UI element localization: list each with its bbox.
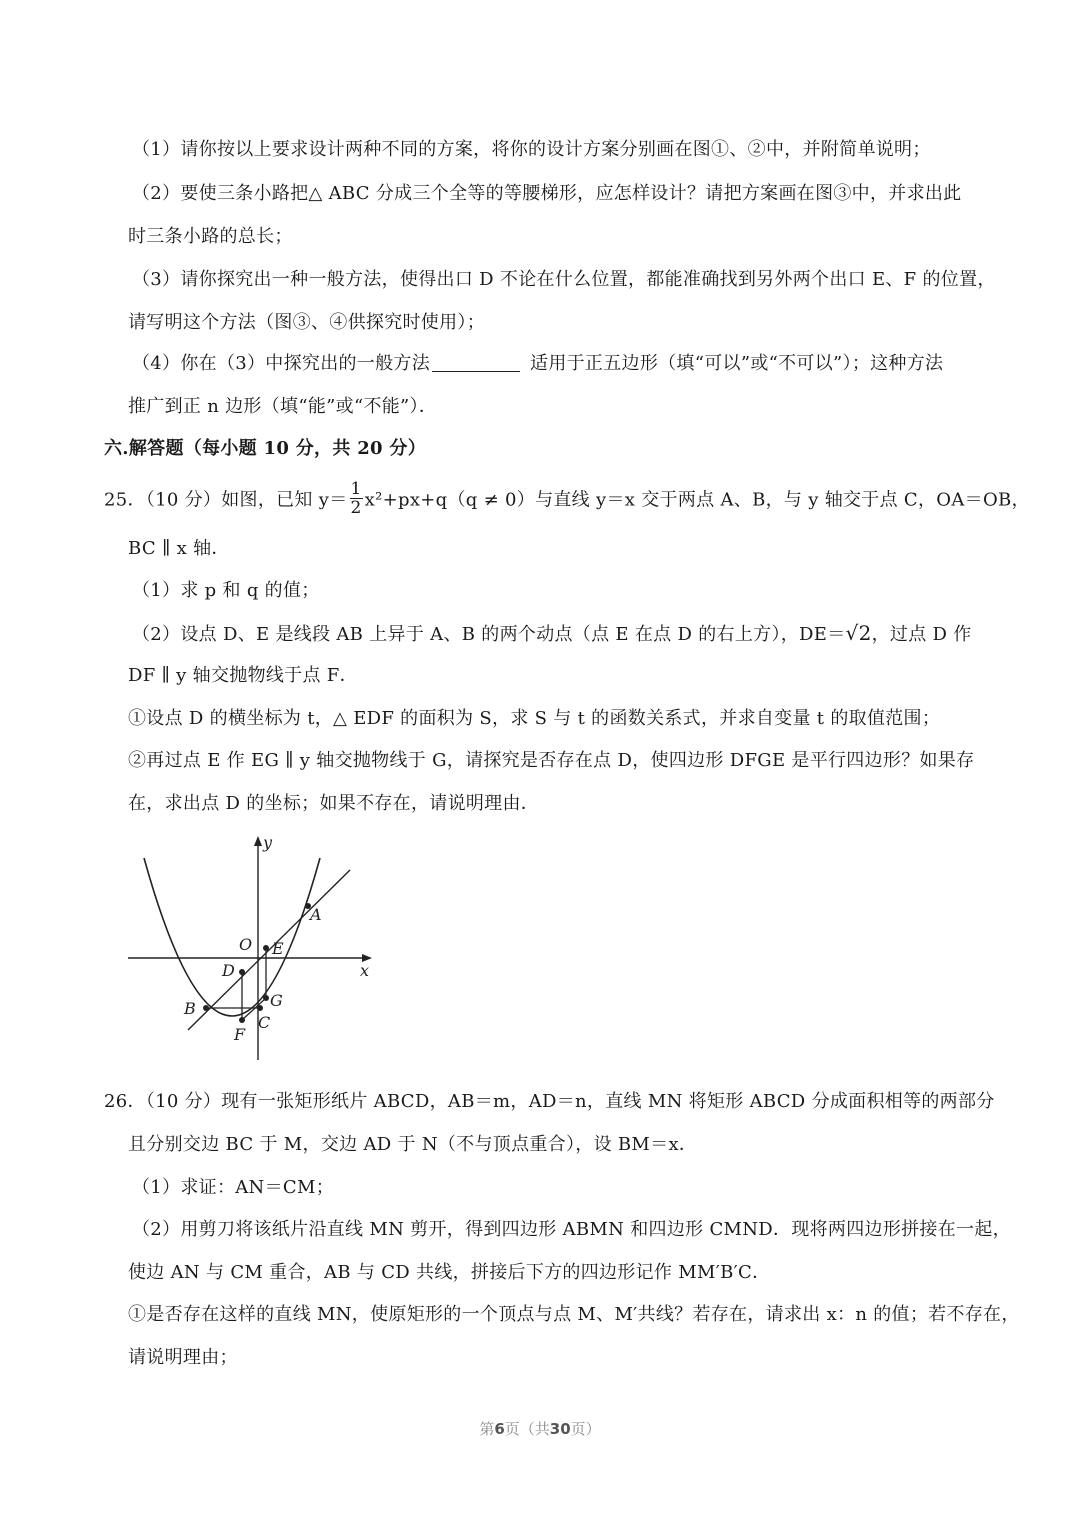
- q25-intro-line2: BC ∥ x 轴．: [128, 538, 230, 559]
- fraction-denominator: 2: [350, 498, 362, 518]
- label-e: E: [272, 939, 284, 958]
- q26-sub1-line2: 请说明理由；: [128, 1347, 238, 1368]
- footer-prefix: 第: [479, 1420, 495, 1438]
- point-e: [263, 945, 269, 951]
- sqrt-two: √2: [845, 621, 872, 645]
- q24-part2-line1: （2）要使三条小路把△ ABC 分成三个全等的等腰梯形，应怎样设计？请把方案画在图③中，并求出此: [132, 183, 962, 204]
- label-c: C: [258, 1013, 271, 1032]
- q25-sub1: ①设点 D 的横坐标为 t，△ EDF 的面积为 S，求 S 与 t 的函数关系式，并求自变量 t 的取值范围；: [128, 708, 941, 729]
- q26-part1: （1）求证：AN＝CM；: [132, 1177, 335, 1198]
- parabola-curve: [144, 858, 320, 1016]
- footer-suffix: 页）: [570, 1420, 601, 1438]
- label-x-axis: x: [360, 961, 370, 980]
- footer-middle: 页（共: [504, 1420, 550, 1438]
- q24-part1: （1）请你按以上要求设计两种不同的方案，将你的设计方案分别画在图①、②中，并附简单说明；: [132, 139, 931, 160]
- q25-part2-b: ，过点 D 作: [871, 624, 972, 645]
- label-y-axis: y: [263, 833, 273, 852]
- q25-part2-line2: DF ∥ y 轴交抛物线于点 F．: [128, 665, 358, 686]
- q26-line2: 且分别交边 BC 于 M，交边 AD 于 N（不与顶点重合），设 BM＝x．: [128, 1134, 698, 1155]
- q24-part4-after-blank: 适用于正五边形（填“可以”或“不可以”）；这种方法: [530, 353, 944, 374]
- page-footer: [0, 1418, 1080, 1439]
- label-a: A: [310, 905, 322, 924]
- footer-total-pages: 30: [549, 1420, 571, 1438]
- q25-sub2-line1: ②再过点 E 作 EG ∥ y 轴交抛物线于 G，请探究是否存在点 D，使四边形 DFGE 是平行四边形？如果存: [128, 750, 975, 771]
- q25-intro-a: 25．（10 分）如图，已知 y＝: [104, 489, 348, 511]
- fraction-numerator: 1: [350, 479, 362, 499]
- q25-part1: （1）求 p 和 q 的值；: [132, 580, 320, 601]
- section-title: 六.解答题（每小题 10 分，共 20 分）: [104, 438, 427, 459]
- q24-part3-line1: （3）请你探究出一种一般方法，使得出口 D 不论在什么位置，都能准确找到另外两个出口 E、F 的位置，: [132, 269, 996, 290]
- q25-intro-line1: [104, 479, 1030, 519]
- point-c: [257, 1005, 263, 1011]
- q24-part2-line2: 时三条小路的总长；: [128, 226, 293, 247]
- label-g: G: [270, 991, 283, 1010]
- label-o: O: [239, 935, 253, 954]
- label-f: F: [234, 1025, 246, 1044]
- line-y-equals-x: [188, 870, 350, 1030]
- q26-line1: 26．（10 分）现有一张矩形纸片 ABCD，AB＝m，AD＝n，直线 MN 将矩形 ABCD 分成面积相等的两部分: [104, 1091, 995, 1112]
- q24-part4-before-blank: （4）你在（3）中探究出的一般方法: [132, 353, 431, 374]
- q25-intro-b: x²+px+q（q ≠ 0）与直线 y＝x 交于两点 A、B，与 y 轴交于点 C，OA＝OB，: [364, 489, 1030, 511]
- q25-part2-line1: [132, 621, 972, 647]
- q26-sub1-line1: ①是否存在这样的直线 MN，使原矩形的一个顶点与点 M、M′共线？若存在，请求出 x：n 的值；若不存在，: [128, 1304, 1020, 1325]
- footer-page-number: 6: [494, 1420, 505, 1438]
- answer-blank: [432, 353, 520, 372]
- fraction-one-half: [350, 480, 363, 517]
- point-f: [239, 1017, 245, 1023]
- q25-sub2-line2: 在，求出点 D 的坐标；如果不存在，请说明理由．: [128, 793, 540, 814]
- parabola-figure: [120, 828, 390, 1068]
- q24-part4-line2: 推广到正 n 边形（填“能”或“不能”）．: [128, 396, 438, 417]
- point-g: [263, 995, 269, 1001]
- y-axis-arrow: [254, 836, 262, 846]
- label-b: B: [184, 999, 196, 1018]
- label-d: D: [222, 961, 235, 980]
- q25-part2-a: （2）设点 D、E 是线段 AB 上异于 A、B 的两个动点（点 E 在点 D 的右上方），DE＝: [132, 624, 846, 645]
- q24-part4-line1: [132, 352, 943, 376]
- q26-part2-line2: 使边 AN 与 CM 重合，AB 与 CD 共线，拼接后下方的四边形记作 MM′B′C．: [128, 1262, 771, 1283]
- point-b: [203, 1005, 209, 1011]
- q26-part2-line1: （2）用剪刀将该纸片沿直线 MN 剪开，得到四边形 ABMN 和四边形 CMND．现将两四边形拼接在一起，: [132, 1219, 1011, 1240]
- q24-part3-line2: 请写明这个方法（图③、④供探究时使用）；: [128, 312, 485, 333]
- point-d: [239, 969, 245, 975]
